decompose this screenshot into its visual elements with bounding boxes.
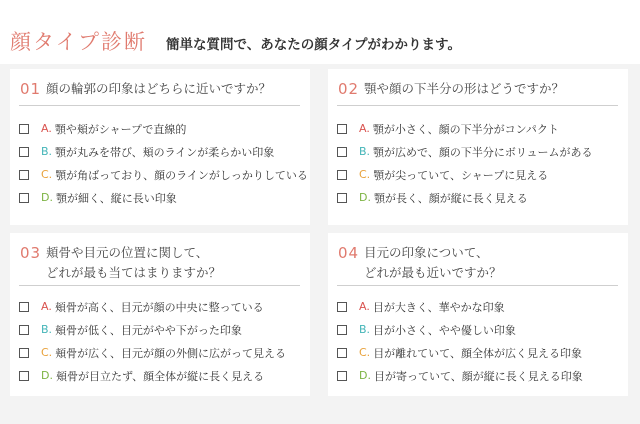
checkbox[interactable]	[19, 371, 29, 381]
option-label: 頬骨が高く、目元が顔の中央に整っている	[54, 300, 264, 314]
option-b[interactable]	[19, 318, 304, 341]
option-letter: B.	[41, 323, 53, 336]
option-label: 目が離れていて、顔全体が広く見える印象	[373, 346, 582, 360]
question-heading	[20, 243, 300, 283]
page-title: 顔タイプ診断	[10, 30, 147, 54]
question-number: 01	[20, 80, 42, 98]
question-heading	[20, 79, 300, 99]
option-label: 頬骨が目立たず、顔全体が縦に長く見える	[55, 369, 265, 383]
question-number: 02	[338, 80, 360, 98]
question-heading	[338, 243, 618, 283]
checkbox[interactable]	[337, 302, 347, 312]
divider	[19, 285, 300, 286]
option-letter: D.	[359, 369, 371, 382]
option-label: 顎が尖っていて、シャープに見える	[373, 168, 549, 182]
option-letter: D.	[359, 191, 371, 204]
option-label: 顎が角ばっており、顔のラインがしっかりしている	[55, 168, 308, 182]
option-label: 顎が長く、顔が縦に長く見える	[373, 191, 528, 205]
checkbox[interactable]	[337, 348, 347, 358]
option-label: 顎が細く、縦に長い印象	[55, 191, 177, 205]
checkbox[interactable]	[337, 170, 347, 180]
checkbox[interactable]	[337, 193, 347, 203]
option-letter: B.	[359, 145, 371, 158]
divider	[337, 285, 618, 286]
option-a[interactable]	[19, 295, 304, 318]
option-label: 頬骨が低く、目元がやや下がった印象	[55, 323, 242, 337]
option-letter: C.	[359, 168, 371, 181]
option-label: 顎が丸みを帯び、頬のラインが柔らかい印象	[55, 145, 275, 159]
question-text: 頬骨や目元の位置に関して、 どれが最も当てはまりますか？	[46, 245, 222, 280]
question-heading	[338, 79, 618, 99]
option-label: 目が小さく、やや優しい印象	[373, 323, 516, 337]
question-number: 04	[338, 244, 360, 262]
option-letter: C.	[41, 346, 53, 359]
option-label: 目が寄っていて、顔が縦に長く見える印象	[373, 369, 583, 383]
option-label: 目が大きく、華やかな印象	[372, 300, 505, 314]
checkbox[interactable]	[19, 170, 29, 180]
option-letter: D.	[41, 191, 53, 204]
question-card-1	[10, 69, 310, 225]
option-c[interactable]	[19, 163, 308, 186]
checkbox[interactable]	[19, 124, 29, 134]
question-card-3	[10, 233, 310, 396]
option-letter: A.	[359, 122, 370, 135]
checkbox[interactable]	[19, 348, 29, 358]
checkbox[interactable]	[337, 147, 347, 157]
option-label: 顎や頬がシャープで直線的	[54, 122, 187, 136]
checkbox[interactable]	[337, 124, 347, 134]
option-d[interactable]	[19, 364, 304, 387]
question-number: 03	[20, 244, 42, 262]
divider	[19, 105, 300, 106]
option-a[interactable]	[337, 295, 622, 318]
option-letter: A.	[359, 300, 370, 313]
option-letter: C.	[359, 346, 371, 359]
page-subtitle: 簡単な質問で、あなたの顔タイプがわかります。	[166, 37, 461, 53]
checkbox[interactable]	[19, 193, 29, 203]
option-d[interactable]	[19, 186, 304, 209]
option-d[interactable]	[337, 364, 622, 387]
option-letter: B.	[41, 145, 53, 158]
question-text: 目元の印象について、 どれが最も近いですか？	[364, 245, 502, 280]
option-label: 顎が広めで、顔の下半分にボリュームがある	[373, 145, 593, 159]
option-b[interactable]	[19, 140, 304, 163]
option-letter: A.	[41, 300, 52, 313]
checkbox[interactable]	[19, 147, 29, 157]
question-text: 顔の輪郭の印象はどちらに近いですか？	[46, 81, 272, 96]
option-c[interactable]	[19, 341, 304, 364]
option-a[interactable]	[337, 117, 622, 140]
option-d[interactable]	[337, 186, 622, 209]
option-b[interactable]	[337, 318, 622, 341]
option-letter: A.	[41, 122, 52, 135]
options-list	[337, 117, 622, 209]
page-header	[0, 0, 640, 64]
option-letter: C.	[41, 168, 53, 181]
options-list	[19, 117, 308, 209]
options-list	[19, 295, 304, 387]
checkbox[interactable]	[337, 325, 347, 335]
question-card-2	[328, 69, 628, 225]
options-list	[337, 295, 622, 387]
checkbox[interactable]	[19, 325, 29, 335]
divider	[337, 105, 618, 106]
checkbox[interactable]	[337, 371, 347, 381]
question-text: 顎や顔の下半分の形はどうですか？	[364, 81, 565, 96]
question-card-4	[328, 233, 628, 396]
checkbox[interactable]	[19, 302, 29, 312]
option-letter: D.	[41, 369, 53, 382]
option-c[interactable]	[337, 163, 622, 186]
option-c[interactable]	[337, 341, 622, 364]
option-a[interactable]	[19, 117, 304, 140]
option-label: 頬骨が広く、目元が顔の外側に広がって見える	[55, 346, 286, 360]
option-b[interactable]	[337, 140, 622, 163]
option-label: 顎が小さく、顔の下半分がコンパクト	[372, 122, 559, 136]
option-letter: B.	[359, 323, 371, 336]
